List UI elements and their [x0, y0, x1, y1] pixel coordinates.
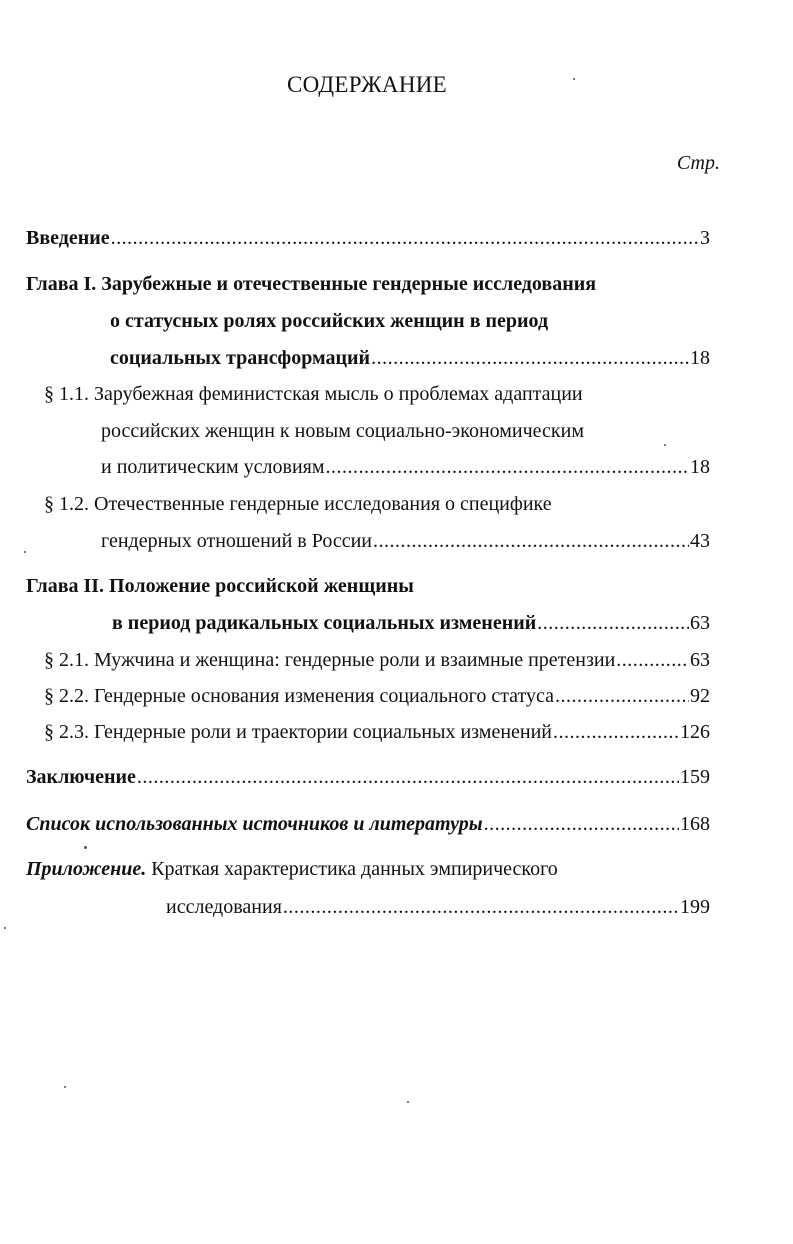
toc-section-1-2-line-1: § 1.2. Отечественные гендерные исследования о специфике [44, 493, 552, 515]
dot-leader [555, 682, 689, 710]
toc-entry-label: и политическим условиям [101, 456, 325, 478]
scan-speck [64, 1086, 66, 1088]
toc-entry-label: социальных трансформаций [110, 347, 371, 369]
page-title: СОДЕРЖАНИЕ [286, 72, 447, 97]
toc-appendix-line-1 [26, 855, 558, 883]
toc-entry-label: Введение [26, 227, 110, 249]
toc-page-number: 63 [690, 612, 710, 634]
toc-section-1-1-line-1: § 1.1. Зарубежная феминистская мысль о проблемах адаптации [44, 383, 583, 405]
dot-leader [484, 810, 679, 838]
toc-entry-section-2-1[interactable] [44, 646, 710, 674]
toc-entry-conclusion[interactable] [26, 763, 710, 791]
scan-speck [4, 927, 6, 929]
scan-speck [84, 846, 87, 849]
toc-entry-introduction[interactable] [26, 224, 710, 252]
dot-leader [111, 224, 699, 252]
page-column-header: Стр. [676, 152, 720, 174]
dot-leader [553, 718, 679, 746]
toc-entry-label: § 2.1. Мужчина и женщина: гендерные роли и взаимные претензии [44, 649, 616, 671]
toc-entry-chapter-2[interactable] [112, 609, 710, 637]
toc-page-number: 18 [690, 456, 710, 478]
toc-page-number: 199 [680, 896, 710, 918]
toc-appendix-text: Краткая характеристика данных эмпирического [146, 858, 558, 880]
toc-chapter-1-line-2: о статусных ролях российских женщин в период [110, 310, 549, 332]
toc-entry-label: гендерных отношений в России [101, 530, 373, 552]
toc-entry-section-2-2[interactable] [44, 682, 710, 710]
toc-entry-sources[interactable] [26, 810, 710, 838]
scan-speck [407, 1101, 409, 1103]
toc-entry-label: Заключение [26, 766, 136, 788]
dot-leader [537, 609, 689, 637]
scan-speck [664, 444, 666, 446]
toc-page-number: 159 [680, 766, 710, 788]
scan-speck [24, 551, 26, 553]
toc-chapter-1-line-1: Глава I. Зарубежные и отечественные гендерные исследования [26, 273, 597, 295]
toc-page-number: 18 [690, 347, 710, 369]
toc-entry-label: исследования [166, 896, 282, 918]
toc-page-number: 92 [690, 685, 710, 707]
toc-entry-section-1-2[interactable] [101, 527, 710, 555]
dot-leader [371, 344, 689, 372]
toc-entry-section-1-1[interactable] [101, 453, 710, 481]
toc-chapter-2-line-1: Глава II. Положение российской женщины [26, 575, 414, 597]
toc-appendix-label: Приложение. [26, 858, 147, 880]
toc-entry-section-2-3[interactable] [44, 718, 710, 746]
dot-leader [616, 646, 689, 674]
toc-entry-label: § 2.3. Гендерные роли и траектории социальных изменений [44, 721, 553, 743]
toc-entry-label: § 2.2. Гендерные основания изменения социального статуса [44, 685, 555, 707]
toc-entry-appendix[interactable] [166, 893, 710, 921]
toc-section-1-1-line-2: российских женщин к новым социально-экономическим [101, 420, 585, 442]
toc-page-number: 126 [680, 721, 710, 743]
toc-entry-label: в период радикальных социальных изменений [112, 612, 537, 634]
dot-leader [137, 763, 679, 791]
toc-page-number: 168 [680, 813, 710, 835]
toc-page-number: 63 [690, 649, 710, 671]
scan-speck [573, 78, 575, 80]
dot-leader [326, 453, 689, 481]
dot-leader [283, 893, 679, 921]
toc-page-number: 43 [690, 530, 710, 552]
toc-entry-chapter-1[interactable] [110, 344, 710, 372]
dot-leader [373, 527, 689, 555]
toc-page-number: 3 [700, 227, 710, 249]
toc-entry-label: Список использованных источников и литературы [26, 813, 483, 835]
